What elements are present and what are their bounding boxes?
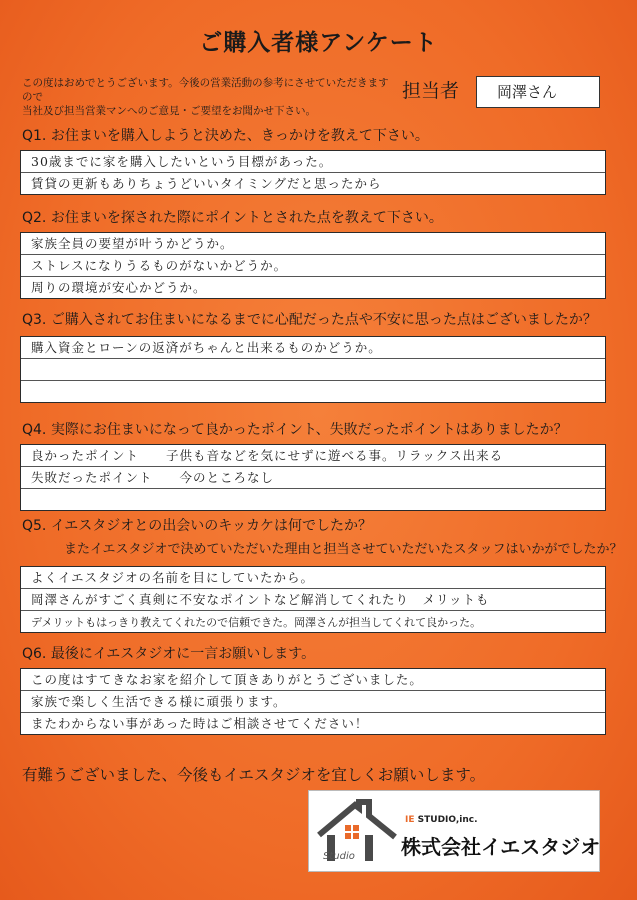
company-name: 株式会社イエスタジオ	[401, 835, 601, 859]
question-2-label: Q2. お住まいを探された際にポイントとされた点を教えて下さい。	[22, 210, 443, 226]
answer-line	[21, 669, 605, 691]
answer-line	[21, 611, 605, 632]
answer-text: よくイエスタジオの名前を目にしていたから。	[31, 570, 315, 585]
intro-line-1: この度はおめでとうございます。今後の営業活動の参考にさせていただきますので	[22, 77, 389, 103]
company-logo	[308, 790, 600, 872]
logo-brand-rest: STUDIO,inc.	[417, 815, 478, 825]
answer-text: 家族で楽しく生活できる様に頑張ります。	[31, 694, 287, 709]
answer-box-1	[20, 150, 606, 195]
intro-line-2: 当社及び担当営業マンへのご意見・ご要望をお聞かせ下さい。	[22, 105, 316, 117]
answer-line	[21, 151, 605, 173]
answer-line	[21, 173, 605, 194]
answer-text: 失敗だったポイント 今のところなし	[31, 470, 275, 485]
tanto-label: 担当者	[402, 80, 460, 102]
tanto-value: 岡澤さん	[497, 83, 558, 101]
answer-box-4	[20, 444, 606, 511]
question-6-label: Q6. 最後にイエスタジオに一言お願いします。	[22, 646, 316, 662]
question-1-label: Q1. お住まいを購入しようと決めた、きっかけを教えて下さい。	[22, 128, 429, 144]
answer-text: またわからない事があった時はご相談させてください！	[31, 716, 369, 731]
page-title: ご購入者様アンケート	[199, 30, 438, 56]
answer-text: この度はすてきなお家を紹介して頂きありがとうございました。	[31, 672, 423, 687]
answer-text: 家族全員の要望が叶うかどうか。	[31, 236, 234, 251]
logo-studio-text: Studio	[323, 851, 355, 862]
answer-line	[21, 381, 605, 402]
answer-text: 購入資金とローンの返済がちゃんと出来るものかどうか。	[31, 340, 382, 355]
answer-text: 岡澤さんがすごく真剣に不安なポイントなど解消してくれたり メリットも	[31, 592, 490, 607]
answer-text: 良かったポイント 子供も音などを気にせずに遊べる事。リラックス出来る	[31, 448, 504, 463]
logo-brand-text	[405, 815, 478, 825]
answer-line	[21, 467, 605, 489]
question-3-label: Q3. ご購入されてお住まいになるまでに心配だった点や不安に思った点はございましたか？	[22, 312, 597, 328]
answer-line	[21, 589, 605, 611]
tanto-field	[476, 76, 600, 108]
answer-line	[21, 277, 605, 298]
logo-brand-ie: IE	[405, 815, 415, 825]
answer-line	[21, 567, 605, 589]
answer-text: ストレスになりうるものがないかどうか。	[31, 258, 288, 273]
answer-line	[21, 255, 605, 277]
title-bar	[0, 28, 637, 58]
question-4-label: Q4. 実際にお住まいになって良かったポイント、失敗だったポイントはありましたか？	[22, 422, 568, 438]
answer-box-5	[20, 566, 606, 633]
answer-text: 賃貸の更新もありちょうどいいタイミングだと思ったから	[31, 176, 382, 191]
answer-box-2	[20, 232, 606, 299]
answer-line	[21, 489, 605, 510]
answer-box-3	[20, 336, 606, 403]
closing-message: 有難うございました、今後もイエスタジオを宜しくお願いします。	[22, 766, 486, 784]
answer-line	[21, 337, 605, 359]
answer-text: デメリットもはっきり教えてくれたので信頼できた。岡澤さんが担当してくれて良かった。	[31, 616, 482, 629]
answer-line	[21, 445, 605, 467]
answer-line	[21, 233, 605, 255]
question-5-label: Q5. イエスタジオとの出会いのキッカケは何でしたか？	[22, 518, 372, 534]
intro-text	[22, 76, 392, 118]
answer-line	[21, 713, 605, 734]
question-5-sublabel: またイエスタジオで決めていただいた理由と担当させていただいたスタッフはいかがでしたか？	[64, 542, 623, 557]
answer-text: 周りの環境が安心かどうか。	[31, 280, 207, 295]
answer-line	[21, 691, 605, 713]
answer-text: 30歳までに家を購入したいという目標があった。	[31, 154, 333, 169]
answer-line	[21, 359, 605, 381]
answer-box-6	[20, 668, 606, 735]
